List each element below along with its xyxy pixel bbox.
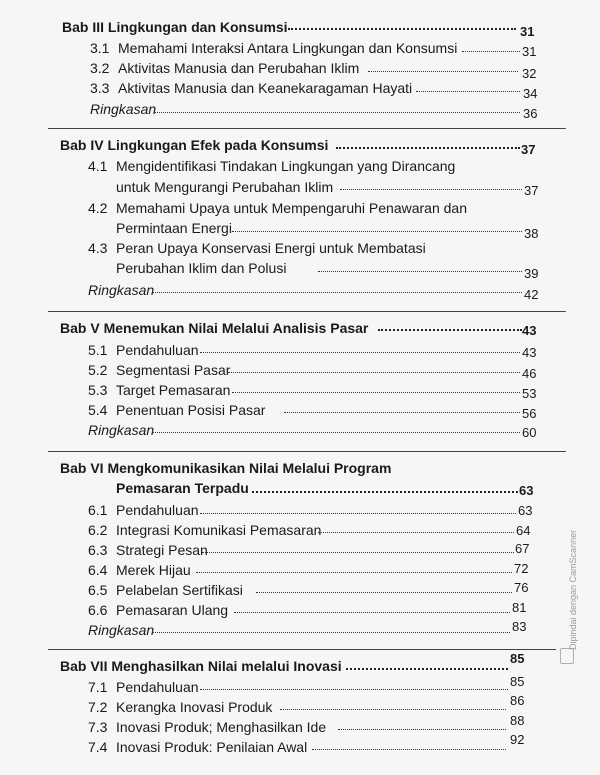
- toc-entry[interactable]: [0, 380, 600, 400]
- page-number: 85: [510, 651, 525, 666]
- toc-entry-continued[interactable]: [0, 177, 600, 197]
- page-number: 42: [524, 287, 539, 302]
- section-title: Penentuan Posisi Pasar: [116, 402, 266, 418]
- dot-leader: [234, 612, 510, 613]
- section-title: Mengidentifikasi Tindakan Lingkungan yang Dirancang: [116, 158, 456, 174]
- toc-chapter-heading-continued[interactable]: [0, 478, 600, 498]
- dot-leader: [312, 749, 506, 750]
- dot-leader: [336, 147, 520, 149]
- section-title: Strategi Pesan: [116, 542, 208, 558]
- section-title: Segmentasi Pasar: [116, 362, 231, 378]
- page-number: 63: [518, 503, 533, 518]
- section-number: 4.3: [88, 240, 108, 256]
- page-number: 53: [522, 386, 537, 401]
- page-number: 46: [522, 366, 537, 381]
- page-number: 36: [523, 106, 538, 121]
- toc-entry[interactable]: [0, 732, 600, 757]
- toc-entry[interactable]: [0, 540, 600, 560]
- section-title: Memahami Interaksi Antara Lingkungan dan Konsumsi: [118, 40, 458, 56]
- section-number: 4.1: [88, 158, 108, 174]
- section-number: 6.2: [88, 522, 108, 538]
- toc-summary[interactable]: [0, 99, 600, 119]
- dot-leader: [232, 392, 520, 393]
- dot-leader: [200, 689, 508, 690]
- section-title: Pendahuluan: [116, 342, 199, 358]
- section-title-cont: Perubahan Iklim dan Polusi: [116, 260, 287, 276]
- toc-chapter-heading[interactable]: [0, 17, 600, 37]
- page-number: 63: [519, 483, 534, 498]
- page-number: 43: [522, 345, 537, 360]
- section-title: Merek Hijau: [116, 562, 191, 578]
- dot-leader: [196, 572, 512, 573]
- page-number: 43: [522, 323, 537, 338]
- section-number: 6.5: [88, 582, 108, 598]
- toc-summary[interactable]: [0, 620, 600, 640]
- toc-chapter-heading[interactable]: [0, 458, 600, 478]
- section-number: 7.2: [88, 699, 108, 715]
- page-number: 88: [510, 713, 525, 728]
- dot-leader: [338, 729, 506, 730]
- dot-leader: [200, 513, 516, 514]
- section-number: 6.3: [88, 542, 108, 558]
- dot-leader: [152, 632, 510, 633]
- toc-entry[interactable]: [0, 78, 600, 101]
- toc-entry[interactable]: [0, 238, 600, 258]
- dot-leader: [200, 352, 520, 353]
- section-title: Pemasaran Ulang: [116, 602, 229, 618]
- summary-label: Ringkasan: [88, 422, 155, 438]
- toc-entry[interactable]: [0, 500, 600, 520]
- section-number: 6.1: [88, 502, 108, 518]
- dot-leader: [202, 552, 514, 553]
- dot-leader: [256, 592, 512, 593]
- dot-leader: [154, 112, 520, 113]
- toc-chapter-heading[interactable]: [0, 135, 600, 155]
- section-number: 3.1: [90, 40, 110, 56]
- summary-label: Ringkasan: [88, 622, 155, 638]
- toc-entry[interactable]: [0, 520, 600, 540]
- toc-entry[interactable]: [0, 38, 600, 58]
- toc-entry[interactable]: [0, 400, 600, 420]
- chapter-title: Bab VI Mengkomunikasikan Nilai Melalui Program: [60, 460, 392, 476]
- dot-leader: [288, 28, 516, 30]
- dot-leader: [346, 668, 508, 670]
- page-number: 37: [521, 142, 536, 157]
- chapter-title: Bab V Menemukan Nilai Melalui Analisis Pasar: [60, 320, 369, 336]
- section-title: Aktivitas Manusia dan Perubahan Iklim: [118, 60, 360, 76]
- page-number: 39: [524, 266, 539, 281]
- section-divider: [48, 128, 566, 129]
- toc-entry[interactable]: [0, 198, 600, 218]
- scanner-logo-icon: [560, 648, 574, 664]
- page-number: 83: [512, 619, 527, 634]
- toc-entry[interactable]: [0, 58, 600, 81]
- toc-chapter-heading[interactable]: [0, 318, 600, 338]
- section-divider: [48, 451, 566, 452]
- toc-entry[interactable]: [0, 600, 600, 620]
- section-number: 7.3: [88, 719, 108, 735]
- summary-label: Ringkasan: [90, 101, 157, 117]
- dot-leader: [284, 412, 520, 413]
- page-number: 85: [510, 674, 525, 689]
- section-title: Integrasi Komunikasi Pemasaran: [116, 522, 322, 538]
- dot-leader: [368, 71, 518, 72]
- section-title: Target Pemasaran: [116, 382, 231, 398]
- page-number: 92: [510, 732, 525, 747]
- section-title: Kerangka Inovasi Produk: [116, 699, 273, 715]
- dot-leader: [318, 532, 514, 533]
- section-number: 4.2: [88, 200, 108, 216]
- dot-leader: [228, 372, 520, 373]
- toc-entry[interactable]: [0, 340, 600, 360]
- section-title-cont: untuk Mengurangi Perubahan Iklim: [116, 179, 334, 195]
- page-number: 60: [522, 425, 537, 440]
- page-number: 64: [516, 523, 531, 538]
- dot-leader: [462, 51, 520, 52]
- toc-entry-continued[interactable]: [0, 258, 600, 281]
- dot-leader: [416, 91, 520, 92]
- section-title: Inovasi Produk; Menghasilkan Ide: [116, 719, 327, 735]
- section-number: 3.2: [90, 60, 110, 76]
- page-number: 34: [523, 86, 538, 101]
- section-number: 5.3: [88, 382, 108, 398]
- dot-leader: [378, 329, 522, 331]
- section-title: Pelabelan Sertifikasi: [116, 582, 243, 598]
- dot-leader: [152, 292, 522, 293]
- section-title: Peran Upaya Konservasi Energi untuk Membatasi: [116, 240, 426, 256]
- section-title: Aktivitas Manusia dan Keanekaragaman Hayati: [118, 80, 413, 96]
- scanner-watermark: Dipindai dengan CamScanner: [568, 529, 578, 650]
- section-number: 7.1: [88, 679, 108, 695]
- toc-entry-continued[interactable]: [0, 218, 600, 241]
- section-number: 6.4: [88, 562, 108, 578]
- section-number: 7.4: [88, 739, 108, 755]
- toc-entry[interactable]: [0, 560, 600, 580]
- section-number: 5.2: [88, 362, 108, 378]
- toc-entry[interactable]: [0, 156, 600, 176]
- chapter-title: Bab IV Lingkungan Efek pada Konsumsi: [60, 137, 329, 153]
- page-number: 31: [520, 24, 535, 39]
- section-number: 3.3: [90, 80, 110, 96]
- page-number: 72: [514, 561, 529, 576]
- page-number: 31: [522, 44, 537, 59]
- dot-leader: [232, 231, 522, 232]
- dot-leader: [280, 709, 506, 710]
- chapter-title: Bab VII Menghasilkan Nilai melalui Inovasi: [60, 658, 342, 674]
- chapter-title-cont: Pemasaran Terpadu: [116, 480, 249, 496]
- toc-entry[interactable]: [0, 580, 600, 600]
- page-number: 56: [522, 406, 537, 421]
- page-number: 38: [524, 226, 539, 241]
- page-number: 32: [522, 66, 537, 81]
- section-title: Memahami Upaya untuk Mempengaruhi Penawaran dan: [116, 200, 467, 216]
- section-number: 6.6: [88, 602, 108, 618]
- dot-leader: [252, 491, 518, 493]
- dot-leader: [318, 271, 522, 272]
- page-number: 76: [514, 580, 529, 595]
- section-title: Pendahuluan: [116, 679, 199, 695]
- section-title: Pendahuluan: [116, 502, 199, 518]
- section-title: Inovasi Produk: Penilaian Awal: [116, 739, 308, 755]
- toc-summary[interactable]: [0, 420, 600, 440]
- section-title-cont: Permintaan Energi: [116, 220, 232, 236]
- section-number: 5.1: [88, 342, 108, 358]
- summary-label: Ringkasan: [88, 282, 155, 298]
- page-number: 81: [512, 600, 527, 615]
- dot-leader: [340, 189, 522, 190]
- section-divider: [48, 649, 556, 650]
- page-number: 86: [510, 693, 525, 708]
- section-divider: [48, 311, 566, 312]
- dot-leader: [152, 432, 520, 433]
- page-number: 67: [515, 541, 530, 556]
- toc-entry[interactable]: [0, 360, 600, 380]
- toc-summary[interactable]: [0, 280, 600, 300]
- section-number: 5.4: [88, 402, 108, 418]
- chapter-title: Bab III Lingkungan dan Konsumsi: [62, 19, 288, 35]
- page-number: 37: [524, 183, 539, 198]
